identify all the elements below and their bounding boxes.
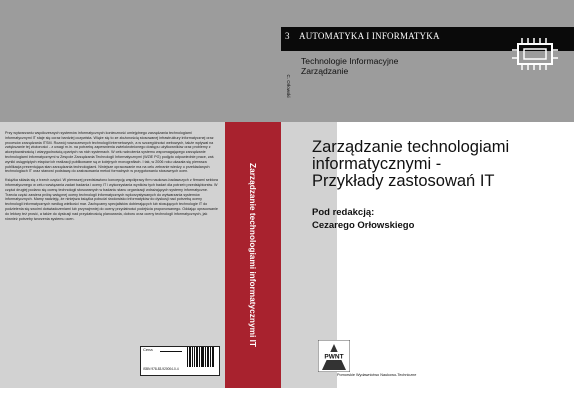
bottom-margin	[0, 388, 574, 400]
book-title-line-3: Przykłady zastosowań IT	[312, 172, 495, 190]
series-number: 3	[285, 31, 290, 41]
back-cover-description	[5, 131, 219, 225]
back-paragraph-1: Przy wytwarzaniu współczesnych systemów informatycznych konieczność umiejętnego zarządzania technologiami informatycznymi IT staje się coraz bardziej oczywista. Wiąże się to ze złożonością stosowanej infrastruktury informatycznej oraz procesów zarządzania ITSM. Rozwój nowoczesnych technologii internetowych, a w szczególności webowych, także wpływał na zwiększanie tej złożoności - z uwagi m.in. na potrzebę zapewnienia zwielokrotnionego dostępu użytkowników oraz problemy z akceptowalnością i wiarygodnością opartych na nich systemach. W celu wdrożenia systemu wspomagającego zarządzanie technologiami informatycznymi w Zespole Zarządzania Technologii Informatycznymi (WZiE PG) podjęto odpowiednie prace, zaś wyniki osiągniętych etapów ich realizacji publikowane są w kolejnych monografiach. I tak, w 2006 roku ukazała się pierwsza publikacja prezentująca stan zarządzania technologiami. Niniejsze opracowanie ma na celu zebranie wiedzy o przekładanych technologiach IT oraz stanowi podstawę do zastosowania metod formalnych w przygotowaniu stosownych ocen.	[5, 131, 214, 174]
editor-label: Pod redakcją:	[312, 207, 375, 218]
spine-top-band	[225, 0, 281, 122]
pwnt-logo-text: PWNT	[324, 353, 344, 361]
publisher-name: Pomorskie Wydawnictwo Naukowo-Techniczne	[337, 373, 417, 377]
series-subtitle-1: Technologie Informacyjne	[301, 56, 399, 66]
series-subtitle-2: Zarządzanie	[301, 66, 349, 76]
back-paragraph-2: Książka składa się z trzech części. W pierwszej przedstawiono koncepcję współpracy firm naukowo-badawczych z firmami sektora informatycznego w celu rozwiązania zadań badania i oceny IT i wykorzystania wyników tych badań dla potrzeb przedsiębiorstw. W części drugiej podano się ocenę technologii stosowanych w badaniu stanu organizacji wdrażających systemy informatyczne. Trzecia część zawiera próbę wstępnej oceny technologii informatycznych wykorzystywanych do wytwarzania systemów informatycznych. Mamy nadzieję, że niniejsza książka pobudzi środowisko informatyków do dyskusji nad potrzebą oceny technologii informatycznych według wielkości mar. Zachęcamy specjalistów dobierających lub stosujących technologie IT do podzielenia się swoimi doświadczeniami lub przynajmniej do oceny przydatności podejścia proponowanego. Oddając opracowanie do lektury też prosić, a także do dyskusji nad przydatnością planowania, doboru oraz oceny technologii informatycznych, jak również potrzeby tworzenia systemu ocen.	[5, 178, 218, 221]
book-title	[312, 139, 562, 190]
barcode-icon	[187, 347, 215, 367]
book-title-line-1: Zarządzanie technologiami	[312, 138, 510, 156]
series-title: AUTOMATYKA I INFORMATYKA	[299, 31, 440, 41]
editor-name: Cezarego Orłowskiego	[312, 220, 415, 231]
price-label: Cena	[143, 347, 153, 352]
spine-title: Zarządzanie technologiami informatycznymi IT	[248, 163, 258, 347]
spine-author: C. Orłowski	[286, 74, 291, 98]
price-line	[160, 351, 182, 352]
back-cover-top-band	[0, 0, 225, 122]
book-title-line-2: informatycznymi -	[312, 155, 442, 173]
pwnt-logo-icon	[318, 340, 350, 372]
isbn-number: ISBN 978-83-920004-0-4	[143, 367, 179, 371]
circuit-logo-icon	[510, 36, 560, 72]
